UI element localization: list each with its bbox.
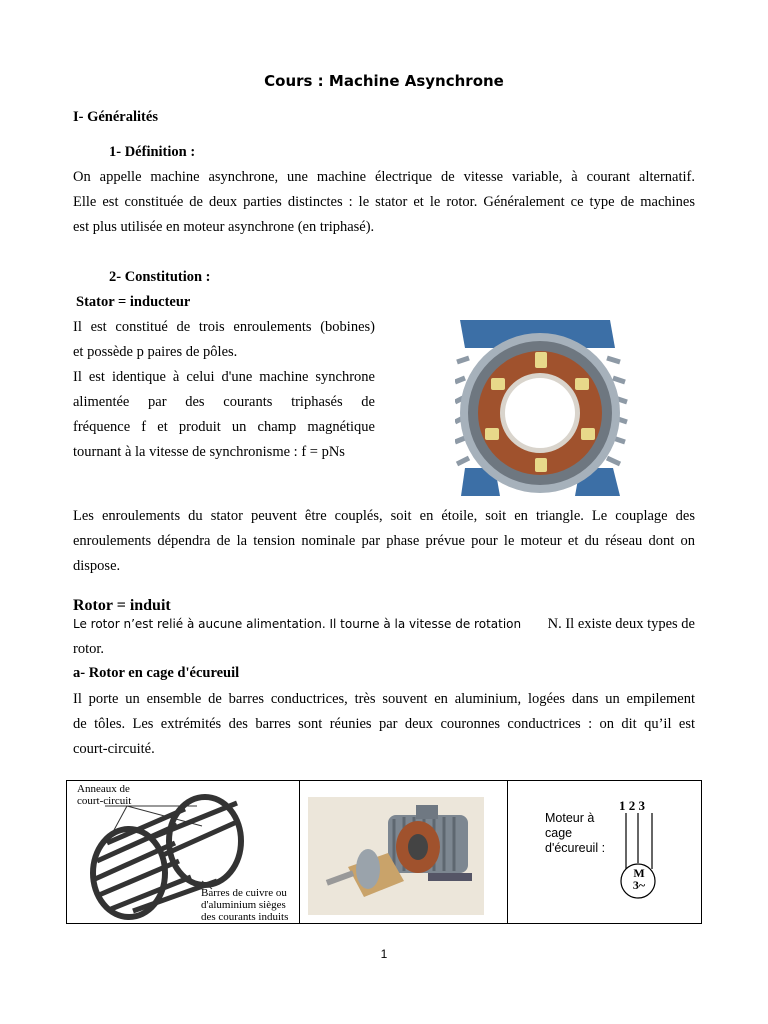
rotor-line-1a: Le rotor n’est relié à aucune alimentation. Il tourne à la vitesse de rotation bbox=[73, 617, 522, 631]
stator-line: alimentée par des courants triphasés de bbox=[73, 394, 375, 410]
cage-heading: a- Rotor en cage d'écureuil bbox=[73, 665, 240, 681]
motor-photo bbox=[308, 797, 484, 915]
rotor-line-1 bbox=[73, 614, 695, 634]
motor-symbol-label-line: Moteur à bbox=[545, 811, 595, 825]
cage-line: court-circuité. bbox=[73, 741, 155, 757]
barres-label bbox=[201, 887, 288, 923]
coupling-paragraph bbox=[73, 506, 695, 581]
stator-line: tournant à la vitesse de synchronisme : f = pNs bbox=[73, 444, 345, 460]
definition-paragraph bbox=[73, 167, 695, 242]
anneaux-label-line: Anneaux de bbox=[77, 783, 130, 795]
stator-paragraph bbox=[73, 317, 375, 467]
motor-letter: M bbox=[633, 866, 645, 880]
motor-symbol-label-line: cage bbox=[545, 826, 573, 840]
figure-cell-motor-symbol bbox=[507, 780, 702, 924]
coupling-line: Les enroulements du stator peuvent être couplés, soit en étoile, soit en triangle. Le couplage des bbox=[73, 508, 695, 524]
barres-label-line: d'aluminium sièges bbox=[201, 899, 286, 911]
motor-phase: 3~ bbox=[632, 878, 646, 892]
stator-line: fréquence f et produit un champ magnétique bbox=[73, 419, 375, 435]
rotor-heading: Rotor = induit bbox=[73, 597, 171, 614]
motor-symbol-label bbox=[545, 811, 605, 856]
cage-paragraph bbox=[73, 689, 695, 764]
stator-photo bbox=[455, 318, 635, 500]
figure-cell-cage-diagram bbox=[66, 780, 300, 924]
coupling-line: enroulements dépendra de la tension nominale par phase prévue pour le moteur et du réseau dont on bbox=[73, 533, 695, 549]
definition-line: est plus utilisée en moteur asynchrone (en triphasé). bbox=[73, 219, 375, 235]
stator-line: et possède p paires de pôles. bbox=[73, 344, 238, 360]
rotor-line-1b: N. Il existe deux types de bbox=[547, 616, 695, 632]
coupling-line: dispose. bbox=[73, 558, 121, 574]
figure-cell-motor-photo bbox=[299, 780, 508, 924]
subheading-constitution: 2- Constitution : bbox=[109, 269, 211, 285]
subheading-definition: 1- Définition : bbox=[109, 144, 196, 160]
definition-line: On appelle machine asynchrone, une machine électrique de vitesse variable, à courant alternatif. bbox=[73, 169, 695, 185]
stator-line: Il est identique à celui d'une machine synchrone bbox=[73, 369, 375, 385]
definition-line: Elle est constituée de deux parties distinctes : le stator et le rotor. Généralement ce type de machines bbox=[73, 194, 695, 210]
rotor-line-2: rotor. bbox=[73, 641, 105, 657]
barres-label-line: des courants induits bbox=[201, 911, 289, 923]
page-title: Cours : Machine Asynchrone bbox=[264, 72, 504, 90]
barres-label-line: Barres de cuivre ou bbox=[201, 887, 287, 899]
page-number: 1 bbox=[380, 947, 388, 961]
motor-symbol-label-line: d'écureuil : bbox=[545, 841, 606, 855]
motor-terminals: 1 2 3 bbox=[619, 798, 645, 813]
anneaux-label-line: court-circuit bbox=[77, 795, 132, 807]
stator-line: Il est constitué de trois enroulements (bobines) bbox=[73, 319, 375, 335]
cage-line: Il porte un ensemble de barres conductrices, très souvent en aluminium, logées dans un empilement bbox=[73, 691, 695, 707]
cage-line: de tôles. Les extrémités des barres sont réunies par deux couronnes conductrices : on dit qu’il est bbox=[73, 716, 695, 732]
motor-symbol-text bbox=[630, 867, 648, 891]
section-heading-generalites: I- Généralités bbox=[73, 109, 158, 125]
stator-heading: Stator = inducteur bbox=[76, 294, 191, 310]
